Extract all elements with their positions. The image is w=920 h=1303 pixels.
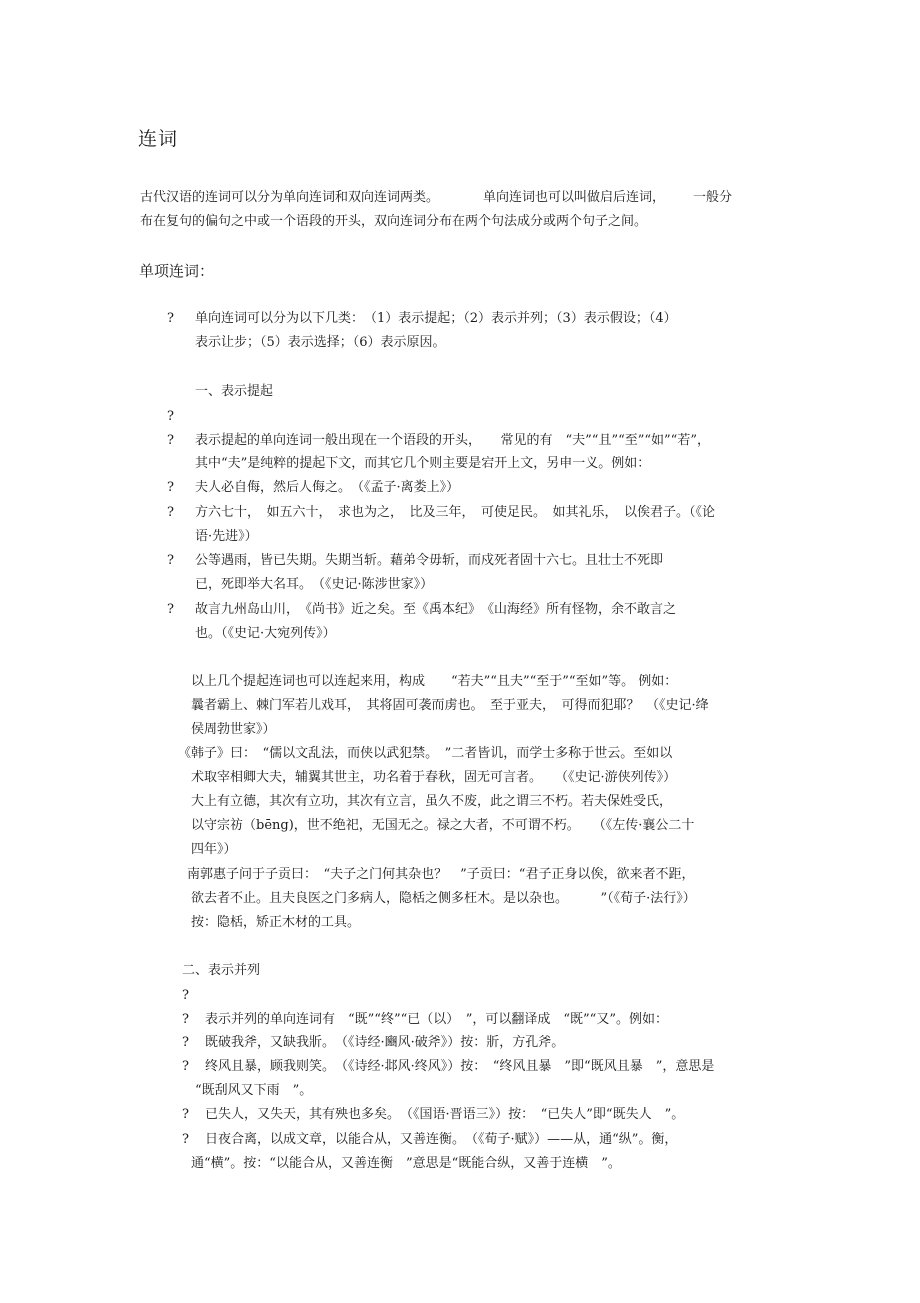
- intro-line-1-part-a: 古代汉语的连词可以分为单向连词和双向连词两类。: [140, 190, 440, 205]
- part1-note-line-1: 以上几个提起连词也可以连起来用，构成 “若夫”“且夫”“至于”“至如”等。 例如：: [191, 674, 678, 689]
- bullet-marker: ?: [167, 505, 174, 520]
- part1-note-line-8: 四年》）: [191, 842, 237, 857]
- part1-note-line-3: 侯周勃世家》）: [191, 722, 276, 737]
- part1-example-4-line-1: 故言九州岛山川， 《尚书》近之矣。至《禹本纪》 《山海经》所有怪物，余不敢言之: [195, 602, 677, 617]
- part1-example-2-line-2: 语·先进》）: [195, 529, 258, 544]
- part1-note-line-5: 术取宰相卿大夫，辅翼其世主，功名着于春秋，固无可言者。 （《史记·游侠列传》）: [191, 770, 677, 785]
- bullet-marker: ?: [167, 480, 174, 495]
- bullet-marker: ?: [167, 433, 174, 448]
- part1-note-line-11: 按：隐栝，矫正木材的工具。: [191, 915, 361, 930]
- part1-desc-line-2: 其中“夫”是纯粹的提起下文，而其它几个则主要是宕开上文，另申一义。例如：: [195, 456, 651, 471]
- part2-desc: 表示并列的单向连词有 “既”“终”“已（以） ”，可以翻译成 “既”“又”。例如：: [205, 1012, 668, 1027]
- intro-line-1-part-c: 一般分: [693, 190, 733, 205]
- bullet-marker: ?: [182, 1035, 189, 1050]
- bullet-marker: ?: [167, 409, 174, 424]
- part1-note-line-10: 欲去者不止。且夫良医之门多病人，隐栝之侧多枉木。是以杂也。 ”（《荀子·法行》）: [191, 891, 696, 906]
- part1-note-line-4: 《韩子》曰： “儒以文乱法，而侠以武犯禁。 ”二者皆讥，而学士多称于世云。至如以: [178, 746, 673, 761]
- bullet-marker: ?: [167, 311, 174, 326]
- bullet-marker: ?: [182, 1107, 189, 1122]
- part2-example-4-line-1: 日夜合离，以成文章，以能合从，又善连衡。 （《荀子·赋》）——从，通“纵”。衡，: [205, 1132, 678, 1147]
- part1-example-3-line-1: 公等遇雨，皆已失期。失期当斩。藉弟令毋斩，而戍死者固十六七。且壮士不死即: [195, 553, 664, 568]
- part1-desc-line-1: 表示提起的单向连词一般出现在一个语段的开头， 常见的有 “夫”“且”“至”“如”“若”，: [195, 433, 710, 448]
- classes-line-1: 单向连词可以分为以下几类： （1）表示提起；（2）表示并列；（3）表示假设；（4）: [195, 311, 677, 326]
- bullet-marker: ?: [182, 988, 189, 1003]
- bullet-marker: ?: [182, 1059, 189, 1074]
- part2-example-2-line-2: “既刮风又下雨 ”。: [195, 1083, 313, 1098]
- part2-example-1: 既破我斧，又缺我斨。 （《诗经·豳风·破斧》）按：斨，方孔斧。: [205, 1035, 565, 1050]
- bullet-marker: ?: [167, 602, 174, 617]
- part1-note-line-6: 大上有立德，其次有立功，其次有立言，虽久不废，此之谓三不朽。若夫保姓受氏，: [191, 794, 673, 809]
- part1-example-1: 夫人必自侮，然后人侮之。 （《孟子·离娄上》）: [195, 480, 460, 495]
- part2-example-4-line-2: 通“横”。按：“以能合从，又善连衡 ”意思是“既能合纵，又善于连横 ”。: [191, 1156, 621, 1171]
- part2-example-3: 已失人，又失天，其有殃也多矣。 （《国语·晋语三》）按： “已失人”即“既失人 ”。: [205, 1107, 685, 1122]
- part1-example-2-line-1: 方六七十， 如五六十， 求也为之， 比及三年， 可使足民。 如其礼乐， 以俟君子。（《论: [195, 505, 716, 520]
- intro-line-1-part-b: 单向连词也可以叫做启后连词，: [483, 190, 666, 205]
- page-title: 连词: [138, 128, 179, 150]
- part1-note-line-7: 以守宗祊（bēng)，世不绝祀，无国无之。禄之大者，不可谓不朽。 （《左传·襄公二十: [191, 818, 695, 833]
- part1-example-4-line-2: 也。（《史记·大宛列传》）: [195, 626, 336, 641]
- bullet-marker: ?: [182, 1012, 189, 1027]
- part1-heading: 一、表示提起: [195, 384, 274, 399]
- part2-heading: 二、表示并列: [182, 963, 261, 978]
- part1-note-line-2: 曩者霸上、棘门军若儿戏耳， 其将固可袭而虏也。 至于亚夫， 可得而犯耶？ （《史记·绛: [191, 698, 709, 713]
- intro-line-2: 布在复句的偏句之中或一个语段的开头，双向连词分布在两个句法成分或两个句子之间。: [140, 214, 648, 229]
- bullet-marker: ?: [182, 1132, 189, 1147]
- part1-note-line-9: 南郭惠子问于子贡曰： “夫子之门何其杂也？ ”子贡曰：“君子正身以俟，欲来者不距，: [187, 867, 695, 882]
- section-title-single-conjunctions: 单项连词：: [139, 262, 215, 280]
- classes-line-2: 表示让步；（5）表示选择；（6）表示原因。: [195, 335, 446, 350]
- part2-example-2-line-1: 终风且暴，顾我则笑。 （《诗经·邶风·终风》）按： “终风且暴 ”即“既风且暴 ”，意思是: [205, 1059, 715, 1074]
- part1-example-3-line-2: 已，死即举大名耳。 （《史记·陈涉世家》）: [195, 577, 434, 592]
- intro-line-1: [140, 186, 780, 210]
- intro-paragraph: [140, 186, 780, 234]
- bullet-marker: ?: [167, 553, 174, 568]
